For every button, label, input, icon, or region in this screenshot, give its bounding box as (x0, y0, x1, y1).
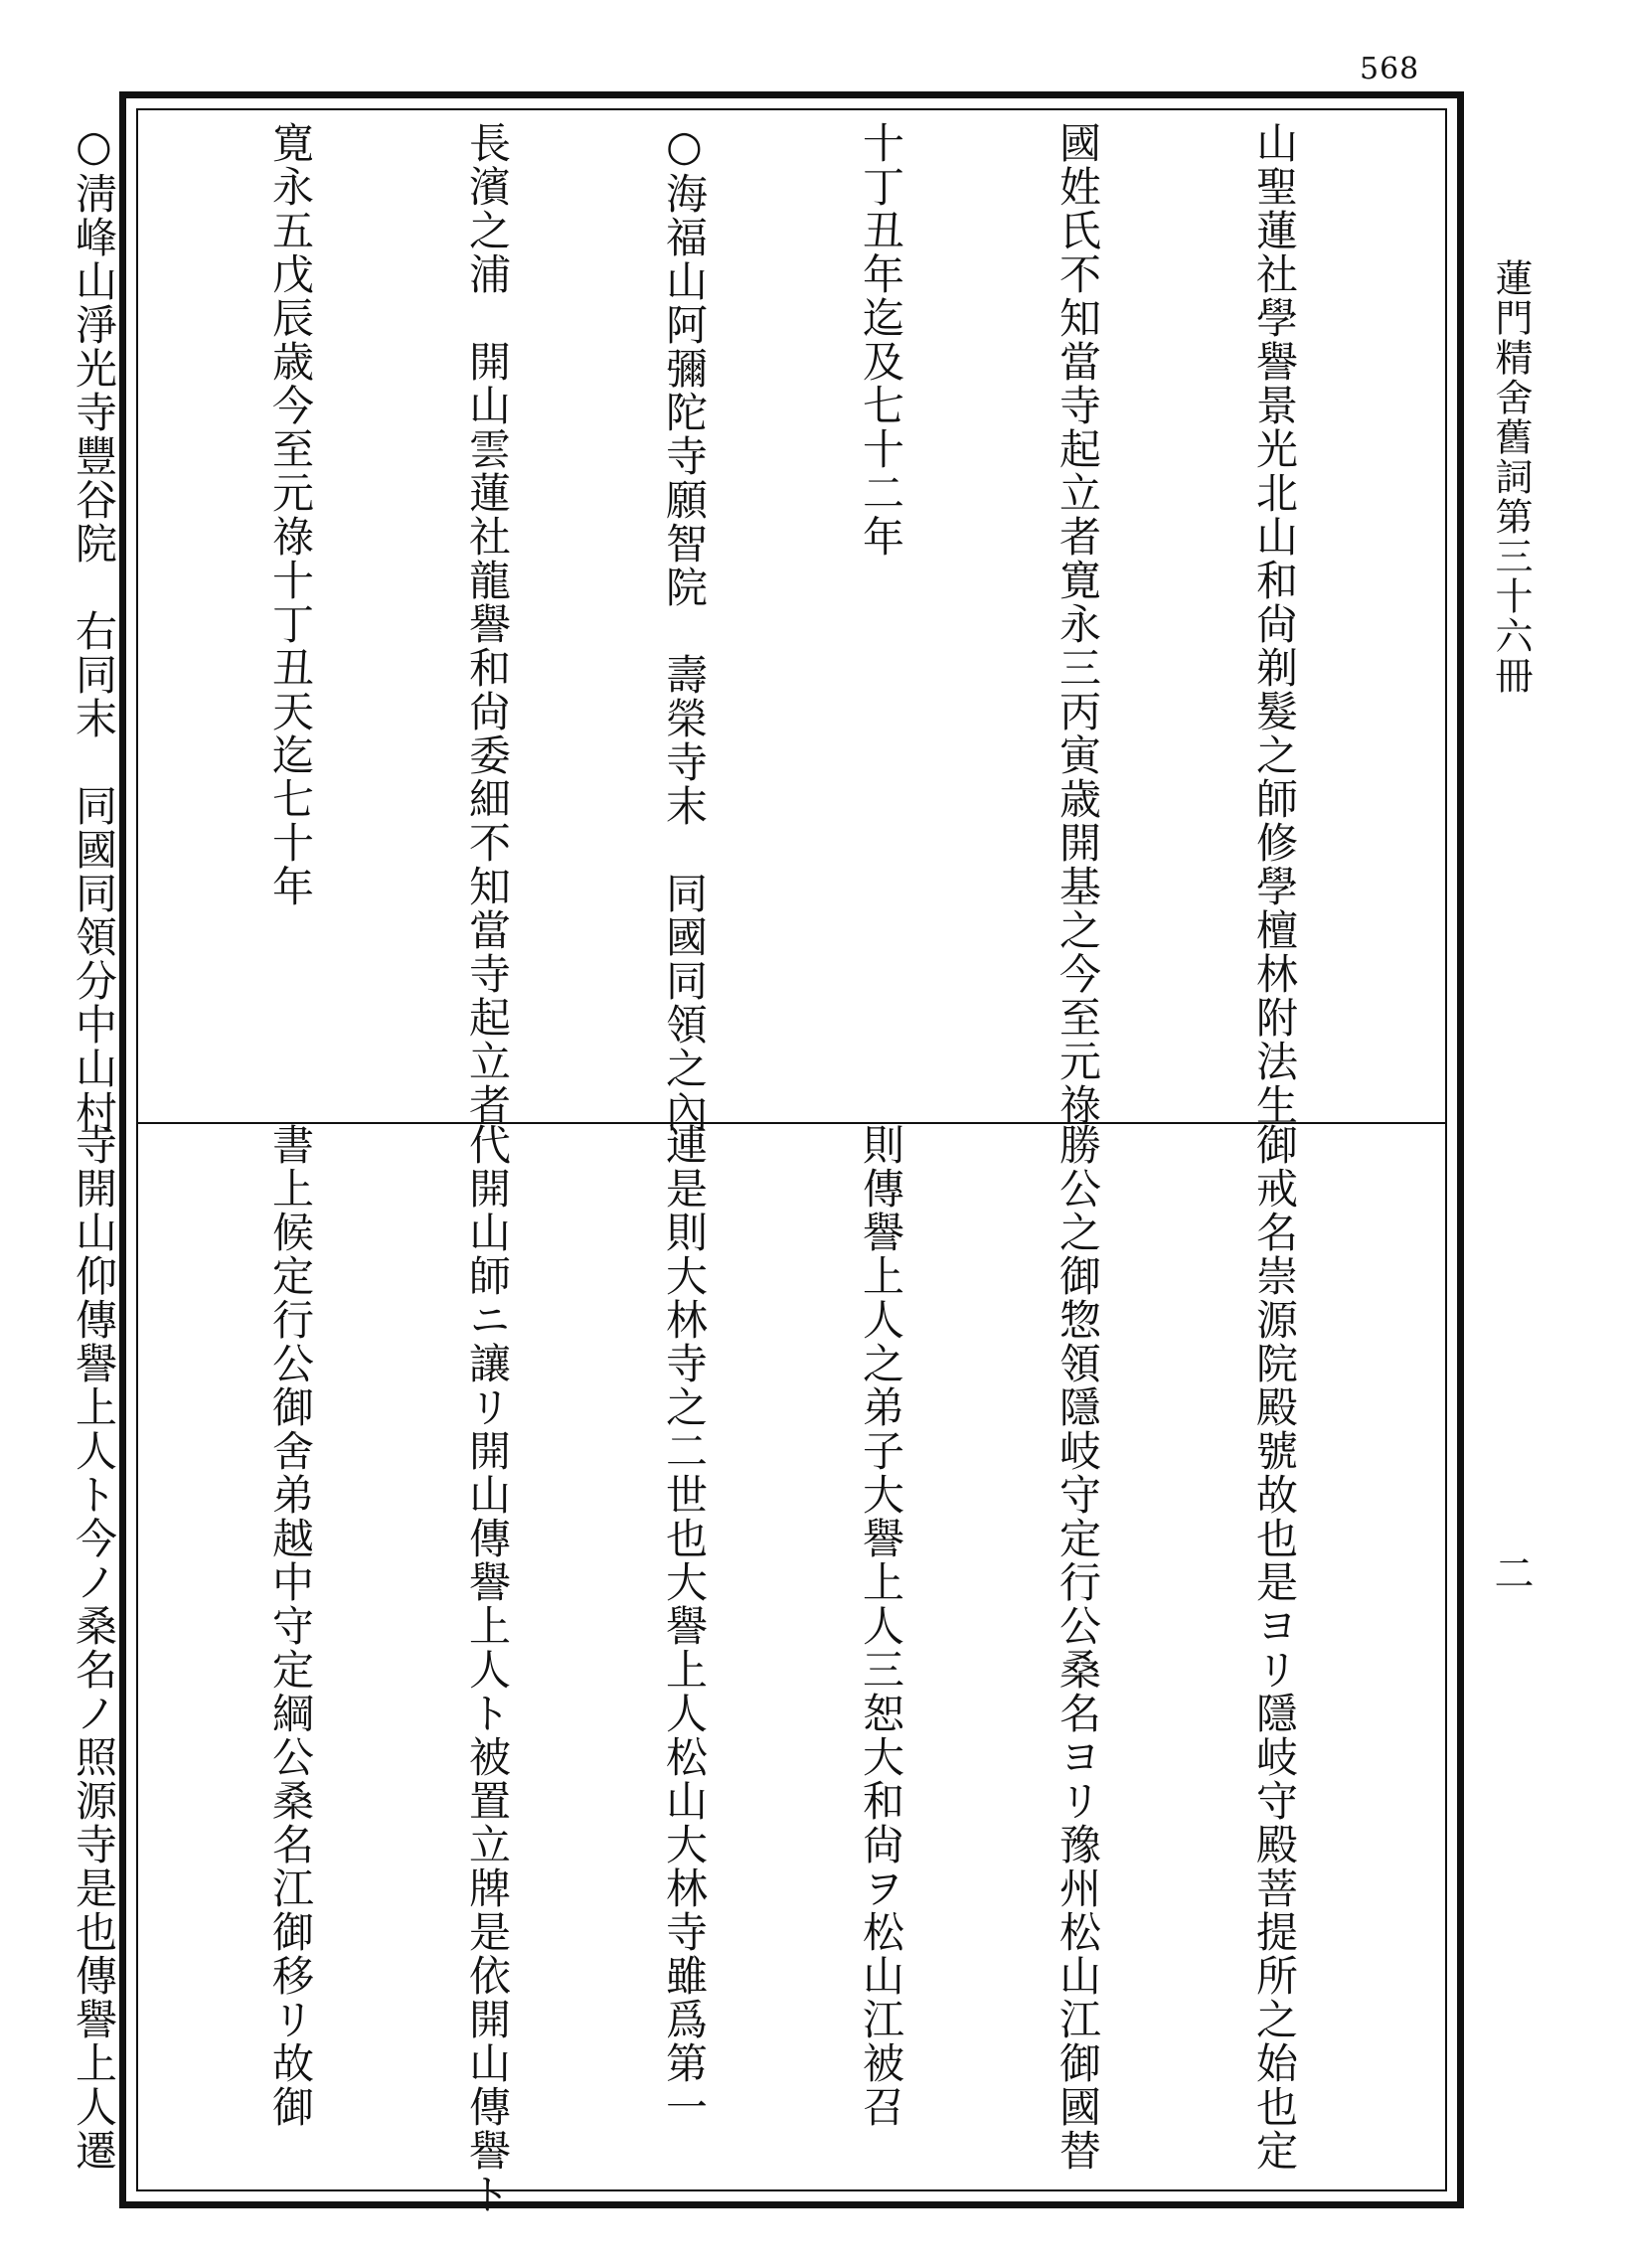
folio: 二 (1488, 1552, 1534, 1592)
text-column: 長濱之浦 開山雲蓮社龍譽和尙委細不知當寺起立者 (463, 121, 512, 1127)
page-number: 568 (1360, 52, 1420, 86)
text-column: 勝公之御惣領隱岐守定行公桑名ヨリ豫州松山江御國替 (1054, 1123, 1102, 2173)
running-head: 蓮門精舍舊詞第三十六冊 (1489, 258, 1533, 696)
lower-text-block (70, 1123, 1438, 2216)
text-column: ○淸峰山淨光寺豐谷院 右同末 同國同領分中山村 (70, 121, 118, 1134)
text-column: 十丁丑年迄及七十二年 (857, 121, 905, 559)
text-column: ○海福山阿彌陀寺願智院 壽榮寺末 同國同領之內 (660, 121, 709, 1134)
upper-text-block (70, 121, 1438, 1134)
text-column: 則傳譽上人之弟子大譽上人三恕大和尙ヲ松山江被召 (857, 1123, 905, 2129)
text-column: 山聖蓮社學譽景光北山和尙剃髮之師修學檀林附法生 (1250, 121, 1299, 1127)
text-column: 書上候定行公御舍弟越中守定綱公桑名江御移リ故御 (266, 1123, 315, 2129)
text-column: 連是則大林寺之二世也大譽上人松山大林寺雖爲第一 (660, 1123, 709, 2129)
text-column: 寛永五戊辰歳今至元祿十丁丑天迄七十年 (266, 121, 315, 908)
text-column: 御戒名崇源院殿號故也是ヨリ隱岐守殿菩提所之始也定 (1250, 1123, 1299, 2173)
text-column: 寺開山仰傳譽上人ト今ノ桑名ノ照源寺是也傳譽上人遷 (70, 1123, 118, 2173)
text-column: 代開山師ニ讓リ開山傳譽上人ト被置立牌是依開山傳譽ト (463, 1123, 512, 2216)
text-column: 國姓氏不知當寺起立者寛永三丙寅歳開基之今至元祿 (1054, 121, 1102, 1127)
